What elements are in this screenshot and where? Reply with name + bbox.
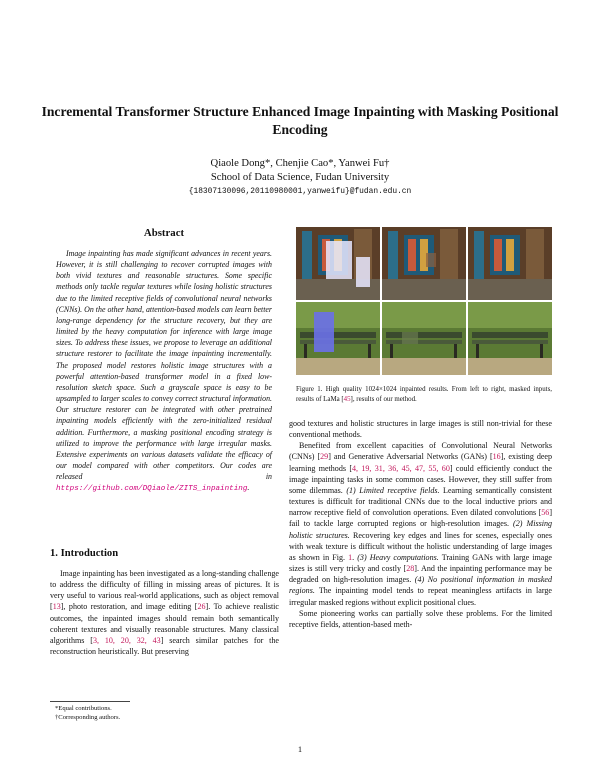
footnote-divider xyxy=(50,701,130,702)
intro-text: ], photo restoration, and image editing [ xyxy=(60,602,198,612)
body-text: Benefited from excellent capacities of Convolutional Neural Networks (CNNs) [ xyxy=(289,441,552,462)
intro-text: ] search similar patches for the reconstruction heuristically. But preserving xyxy=(50,635,279,657)
citation-link[interactable]: 3, 10, 20, 32, 43 xyxy=(92,635,161,645)
citation-link[interactable]: 26 xyxy=(197,602,206,612)
abstract-text: Image inpainting has made significant advances in recent years. However, it is still challenging to recover corrupted images with both vivid textures and reasonable structures. Some specific methods only tackle regular textures while losing holistic structures due to the limited receptive fields of convolutional neural networks (CNNs). On the other hand, attention-based models can learn better long-range dependency for the structure recovery, but they are limited by the heavy computation for inference with large image sizes. To address these issues, we propose to leverage an additional structure restorer to facilitate the image inpainting incrementally. The proposed model restores holistic image structures with a powerful attention-based transformer model in a fixed low-resolution sketch space. Such a grayscale space is easy to be upsampled to larger scales to convey correct structural information. Our structure restorer can be integrated with other pretrained inpainting models efficiently with the zero-initialized residual addition. Furthermore, a masking positional encoding strategy is utilized to improve the performance with large irregular masks. Extensive experiments on various datasets validate the efficacy of our model compared with other competitors. Our codes are released in xyxy=(56,249,272,482)
body-text: ] and Generative Adversarial Networks (GANs) [ xyxy=(328,452,493,462)
body-text: Training GANs with large image sizes is still very tricky and costly [ xyxy=(289,552,552,574)
body-text: ] fail to tackle large corrupted regions or high-resolution images. xyxy=(289,508,552,529)
caption-text: Figure 1. High quality 1024×1024 inpainted results. From left to right, masked inputs, results of LaMa [ xyxy=(296,386,552,403)
figure-image-grid xyxy=(296,227,552,375)
section-heading-introduction: 1. Introduction xyxy=(50,548,119,559)
author-emails[interactable]: {18307130096,20110980001,yanweifu}@fudan.edu.cn xyxy=(188,187,412,196)
author-block xyxy=(120,157,480,199)
paragraph-dilemmas xyxy=(289,440,552,607)
code-link[interactable]: https://github.com/DQiaole/ZITS_inpainting xyxy=(56,485,248,494)
abstract-body: Image inpainting has made significant advances in recent years. However, it is still challenging to recover corrupted images with both vivid textures and reasonable structures. Some specific methods only tackle regular textures while losing holistic structures due to the limited receptive fields of convolutional neural networks (CNNs). On the other hand, attention-based models can learn better long-range dependency for the structure recovery, but they are limited by the heavy computation for inference with large image sizes. To address these issues, we propose to leverage an additional structure restorer to facilitate the image inpainting incrementally. The proposed model restores holistic image structures with a powerful attention-based transformer model in a fixed low-resolution sketch space. Such a grayscale space is easy to be upsampled to larger scales to convey correct structural information. Our structure restorer can be integrated with other pretrained inpainting models efficiently with the zero-initialized residual addition. Furthermore, a masking positional encoding strategy is utilized to improve the performance with large irregular masks. Extensive experiments on various datasets validate the efficacy of our model compared with other competitors. Our codes are released in https://github.com/DQiaole/ZITS_inpainting. xyxy=(56,249,272,494)
body-text: ]. And the inpainting performance may be degraded on high-resolution images. xyxy=(289,564,552,585)
body-text: ] could efficiently conduct the image inpainting tasks in some common cases. However, they still suffer from some dilemmas. xyxy=(289,463,552,495)
body-text: The inpainting model tends to repeat meaningless artifacts in large irregular masked regions without explicit positional clues. xyxy=(289,586,552,607)
footnote-equal: *Equal contributions. xyxy=(55,705,112,712)
citation-link[interactable]: 13 xyxy=(52,602,61,612)
page-number: 1 xyxy=(297,744,303,754)
paragraph-pioneering: Some pioneering works can partially solve these problems. For the limited receptive fields, attention-based meth- xyxy=(289,608,552,629)
dilemma-label: (3) Heavy computations. xyxy=(357,552,439,562)
citation-link[interactable]: 56 xyxy=(541,508,550,518)
masked-input-image-2 xyxy=(296,302,380,375)
dilemma-label: (4) No positional information in masked regions. xyxy=(289,575,553,596)
citation-link[interactable]: 29 xyxy=(320,452,329,462)
citation-link[interactable]: 45 xyxy=(343,396,351,403)
footnotes xyxy=(50,704,280,722)
masked-input-image-1 xyxy=(296,227,380,300)
paragraph-continued: good textures and holistic structures in large images is still non-trivial for these conventional methods. xyxy=(289,419,552,440)
lama-result-image-2 xyxy=(382,302,466,375)
dilemma-label: (1) Limited receptive fields. xyxy=(346,485,440,495)
caption-text: ], results of our method. xyxy=(350,396,417,403)
citation-link[interactable]: 4, 19, 31, 36, 45, 47, 55, 60 xyxy=(352,463,450,473)
body-text: . xyxy=(352,552,358,562)
intro-text: ]. To achieve realistic outcomes, the inpainted images should remain both semantically coherent textures and visually reasonable structures. Many classical algorithms [ xyxy=(50,602,279,645)
figure-caption xyxy=(296,385,552,405)
citation-link[interactable]: 28 xyxy=(406,564,415,574)
paper-title: Incremental Transformer Structure Enhanced Image Inpainting with Masking Positional Encoding xyxy=(41,104,559,137)
body-text: Recovering key edges and lines for scenes, especially ones with weak texture is difficult without the holistic understanding of large images as shown in Fig. xyxy=(289,530,552,562)
citation-link[interactable]: 16 xyxy=(492,452,501,462)
abstract-heading: Abstract xyxy=(143,227,185,239)
footnote-corresponding: †Corresponding authors. xyxy=(55,714,121,721)
affiliation: School of Data Science, Fudan University xyxy=(210,172,390,183)
our-result-image-2 xyxy=(468,302,552,375)
intro-paragraph xyxy=(50,568,279,657)
figure-1 xyxy=(296,227,552,375)
figure-link[interactable]: 1 xyxy=(348,552,353,562)
dilemma-label: (2) Missing holistic structures. xyxy=(289,519,552,540)
body-text: ], existing deep learning methods [ xyxy=(289,452,553,473)
intro-text: Image inpainting has been investigated as a long-standing challenge to address the difficulty of filling in missing areas of pictures. It is very useful to various real-world applications, such as object removal [ xyxy=(50,569,279,612)
our-result-image-1 xyxy=(468,227,552,300)
lama-result-image-1 xyxy=(382,227,466,300)
body-text: Learning semantically consistent textures is difficult for traditional CNNs due to the local inductive priors and narrow receptive field of convolution operations. Even dilated convolutions [ xyxy=(289,485,553,518)
author-names: Qiaole Dong*, Chenjie Cao*, Yanwei Fu† xyxy=(210,158,390,169)
right-column-text xyxy=(289,418,552,630)
